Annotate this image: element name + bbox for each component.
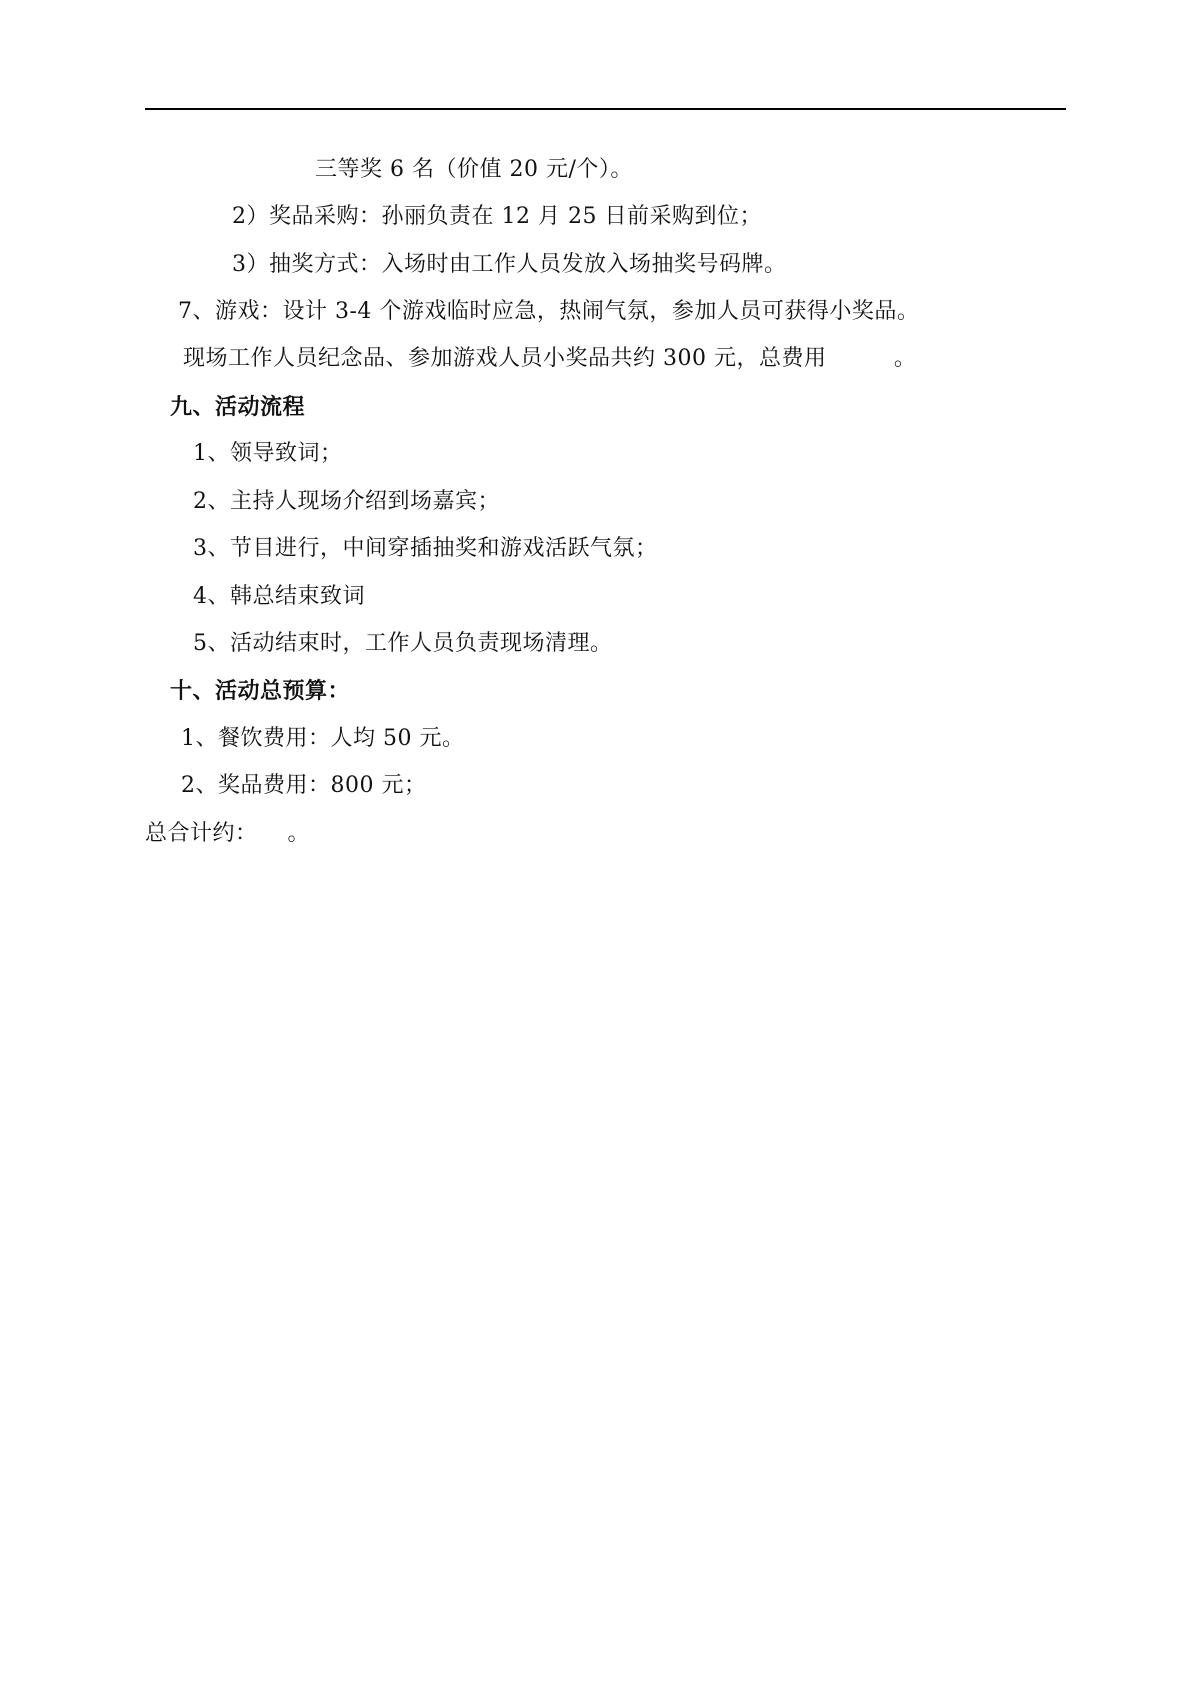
flow-item-4: 4、韩总结束致词 [193, 584, 365, 609]
lottery-method-line: 3）抽奖方式：入场时由工作人员发放入场抽奖号码牌。 [232, 252, 787, 277]
budget-item-catering: 1、餐饮费用：人均 50 元。 [181, 726, 465, 751]
flow-item-5: 5、活动结束时，工作人员负责现场清理。 [193, 631, 613, 656]
flow-item-3: 3、节目进行，中间穿插抽奖和游戏活跃气氛； [193, 536, 658, 561]
flow-item-1: 1、领导致词； [193, 441, 343, 466]
section-heading-activity-flow: 九、活动流程 [170, 394, 306, 420]
prize-purchase-line: 2）奖品采购：孙丽负责在 12 月 25 日前采购到位； [232, 204, 762, 229]
game-line: 7、游戏：设计 3-4 个游戏临时应急，热闹气氛，参加人员可获得小奖品。 [178, 299, 920, 324]
budget-total-line: 总合计约： 。 [145, 821, 310, 846]
section-heading-budget: 十、活动总预算： [170, 678, 351, 704]
flow-item-2: 2、主持人现场介绍到场嘉宾； [193, 489, 500, 514]
souvenir-cost-line: 现场工作人员纪念品、参加游戏人员小奖品共约 300 元，总费用 。 [183, 346, 917, 371]
header-rule [145, 108, 1066, 110]
budget-item-prizes: 2、奖品费用：800 元； [181, 773, 427, 798]
prize-third-line: 三等奖 6 名（价值 20 元/个）。 [315, 157, 633, 182]
